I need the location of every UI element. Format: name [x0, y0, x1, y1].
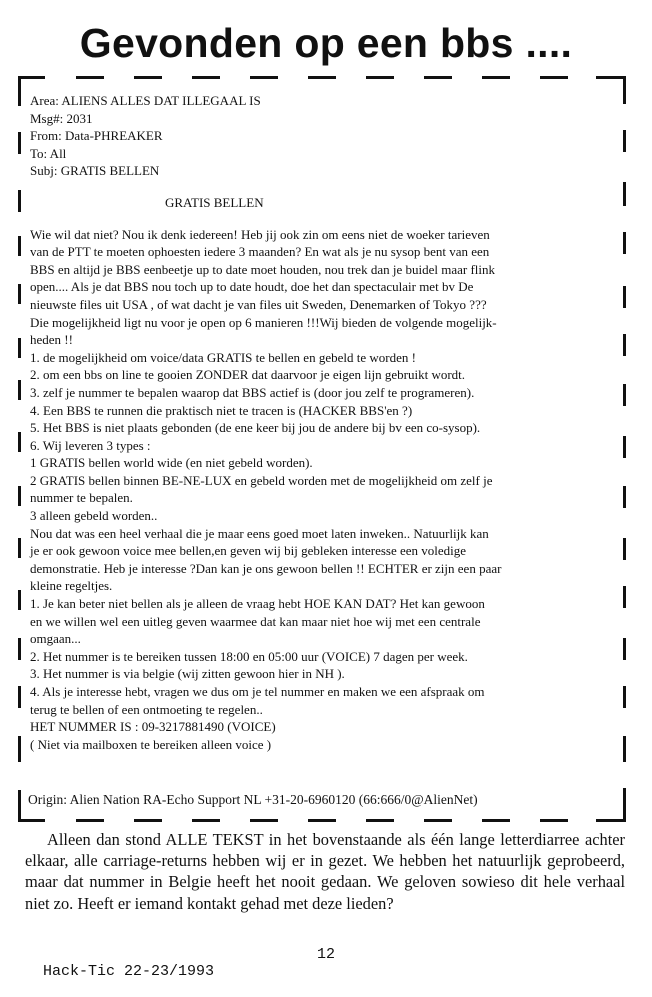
frame-bar [18, 486, 21, 506]
frame-bar [623, 182, 626, 206]
frame-bar [18, 432, 21, 452]
header-from: From: Data-PHREAKER [30, 128, 163, 144]
header-to: To: All [30, 145, 67, 161]
message-line: 1. Je kan beter niet bellen als je alleen de vraag hebt HOE KAN DAT? Het kan gewoon [30, 596, 485, 612]
frame-bar [623, 736, 626, 762]
frame-bar [623, 232, 626, 254]
page-footer [25, 946, 336, 997]
frame-dash [366, 76, 394, 79]
frame-dash [596, 76, 626, 79]
message-line: Nou dat was een heel verhaal die je maar eens goed moet laten inweken.. Natuurlijk kan [30, 525, 489, 541]
frame-bar [623, 788, 626, 822]
header-msg-number: Msg#: 2031 [30, 110, 93, 126]
frame-dash [134, 76, 162, 79]
frame-dash [482, 819, 510, 822]
message-heading: GRATIS BELLEN [165, 194, 264, 210]
frame-bar [18, 380, 21, 400]
message-line: BBS en altijd je BBS eenbeetje up to date moet houden, nou trek dan je buidel maar flink [30, 261, 496, 277]
message-line: 1. de mogelijkheid om voice/data GRATIS te bellen en gebeld te worden ! [30, 349, 416, 365]
frame-bar [18, 190, 21, 212]
frame-bar [18, 338, 21, 358]
message-line: nieuwste files uit USA , of wat dacht je van files uit Sweden, Denemarken of Tokyo ??? [30, 296, 487, 312]
frame-bar [623, 586, 626, 608]
frame-bar [623, 334, 626, 356]
frame-dash [308, 819, 336, 822]
frame-dash [250, 819, 278, 822]
message-line: 3 alleen gebeld worden.. [30, 508, 158, 524]
frame-dash [596, 819, 626, 822]
message-line: 4. Als je interesse hebt, vragen we dus om je tel nummer en maken we een afspraak om [30, 684, 485, 699]
frame-bar [623, 486, 626, 508]
message-line: 5. Het BBS is niet plaats gebonden (de ene keer bij jou de andere bij bv een co-sysop). [30, 420, 481, 436]
message-line: kleine regeltjes. [30, 578, 113, 594]
message-line: open.... Als je dat BBS nou toch up to date houdt, doe het dan spectaculair met bv De [30, 279, 474, 295]
message-line: ( Niet via mailboxen te bereiken alleen voice ) [30, 736, 272, 752]
frame-dash [18, 76, 45, 79]
frame-dash [540, 819, 568, 822]
message-line: en we willen wel een uitleg geven waarmee dat kan maar niet hoe wij met een centrale [30, 613, 481, 629]
message-line: van de PTT te moeten ophoesten iedere 3 maanden? En wat als je nu sysop bent van een [30, 244, 490, 260]
message-line: 3. zelf je nummer te bepalen waarop dat BBS actief is (door jou zelf te programeren). [30, 384, 475, 400]
header-area: Area: ALIENS ALLES DAT ILLEGAAL IS [30, 93, 261, 108]
frame-bar [623, 436, 626, 458]
footer-source: Hack-Tic 22-23/1993 [43, 963, 215, 980]
page-title: Gevonden op een bbs .... [79, 20, 573, 66]
frame-dash [308, 76, 336, 79]
message-line: 6. Wij leveren 3 types : [30, 437, 151, 453]
bbs-message [30, 92, 620, 753]
frame-bar [623, 538, 626, 560]
message-line: heden !! [30, 332, 73, 348]
frame-dash [76, 76, 104, 79]
frame-dash [424, 819, 452, 822]
frame-bar [18, 790, 21, 822]
frame-bar [18, 284, 21, 304]
message-line: 3. Het nummer is via belgie (wij zitten gewoon hier in NH ). [30, 666, 345, 682]
message-origin: Origin: Alien Nation RA-Echo Support NL +31-20-6960120 (66:666/0@AlienNet) [28, 792, 478, 807]
message-line: 4. Een BBS te runnen die praktisch niet te tracen is (HACKER BBS'en ?) [30, 402, 413, 418]
frame-bar [18, 686, 21, 708]
message-line: terug te bellen of een ontmoeting te regelen.. [30, 701, 263, 717]
frame-dash [134, 819, 162, 822]
frame-dash [192, 819, 220, 822]
header-subject: Subj: GRATIS BELLEN [30, 163, 160, 179]
frame-bar [18, 538, 21, 558]
message-line: demonstratie. Heb je interesse ?Dan kan je ons gewoon bellen !! ECHTER er zijn een paar [30, 560, 502, 576]
message-line: nummer te bepalen. [30, 490, 133, 506]
message-line: Wie wil dat niet? Nou ik denk iedereen! Heb jij ook zin om eens niet de woeker tarieven [30, 226, 490, 242]
message-line: je er ook gewoon voice mee bellen,en geven wij bij gebleken interesse een voledige [30, 543, 467, 559]
frame-dash [366, 819, 394, 822]
message-line: 1 GRATIS bellen world wide (en niet gebeld worden). [30, 455, 313, 471]
frame-bar [623, 130, 626, 152]
message-line: Die mogelijkheid ligt nu voor je open op 6 manieren !!!Wij bieden de volgende mogelijk- [30, 314, 497, 330]
frame-dash [540, 76, 568, 79]
frame-dash [250, 76, 278, 79]
frame-bar [623, 638, 626, 660]
message-line: omgaan... [30, 631, 81, 647]
frame-bar [623, 384, 626, 406]
message-line: 2 GRATIS bellen binnen BE-NE-LUX en gebeld worden met de mogelijkheid om zelf je [30, 472, 493, 488]
frame-bar [18, 76, 21, 106]
frame-bar [18, 736, 21, 762]
message-line: 2. Het nummer is te bereiken tussen 18:00 en 05:00 uur (VOICE) 7 dagen per week. [30, 648, 468, 664]
commentary-paragraph: Alleen dan stond ALLE TEKST in het bovenstaande als één lange letterdiarree achter elkaar, alle carriage-returns hebben wij er in gezet. We hebben het natuurlijk geprobeerd, maar dat nummer in Belgie heeft het nooit gedaan. We geloven sowieso dit hele verhaal niet zo. Heeft er iemand kontakt gehad met deze lieden? [25, 830, 625, 913]
frame-bar [18, 236, 21, 256]
page-number: 12 [317, 946, 336, 963]
message-line: 2. om een bbs on line te gooien ZONDER dat daarvoor je eigen lijn gebruikt wordt. [30, 367, 466, 383]
frame-bar [18, 590, 21, 610]
frame-dash [424, 76, 452, 79]
frame-bar [623, 286, 626, 308]
phone-number-line: HET NUMMER IS : 09-3217881490 (VOICE) [30, 719, 276, 735]
frame-bar [18, 638, 21, 660]
frame-bar [18, 132, 21, 154]
frame-dash [482, 76, 510, 79]
frame-dash [18, 819, 45, 822]
frame-dash [76, 819, 104, 822]
frame-bar [623, 686, 626, 708]
frame-dash [192, 76, 220, 79]
frame-bar [623, 76, 626, 104]
